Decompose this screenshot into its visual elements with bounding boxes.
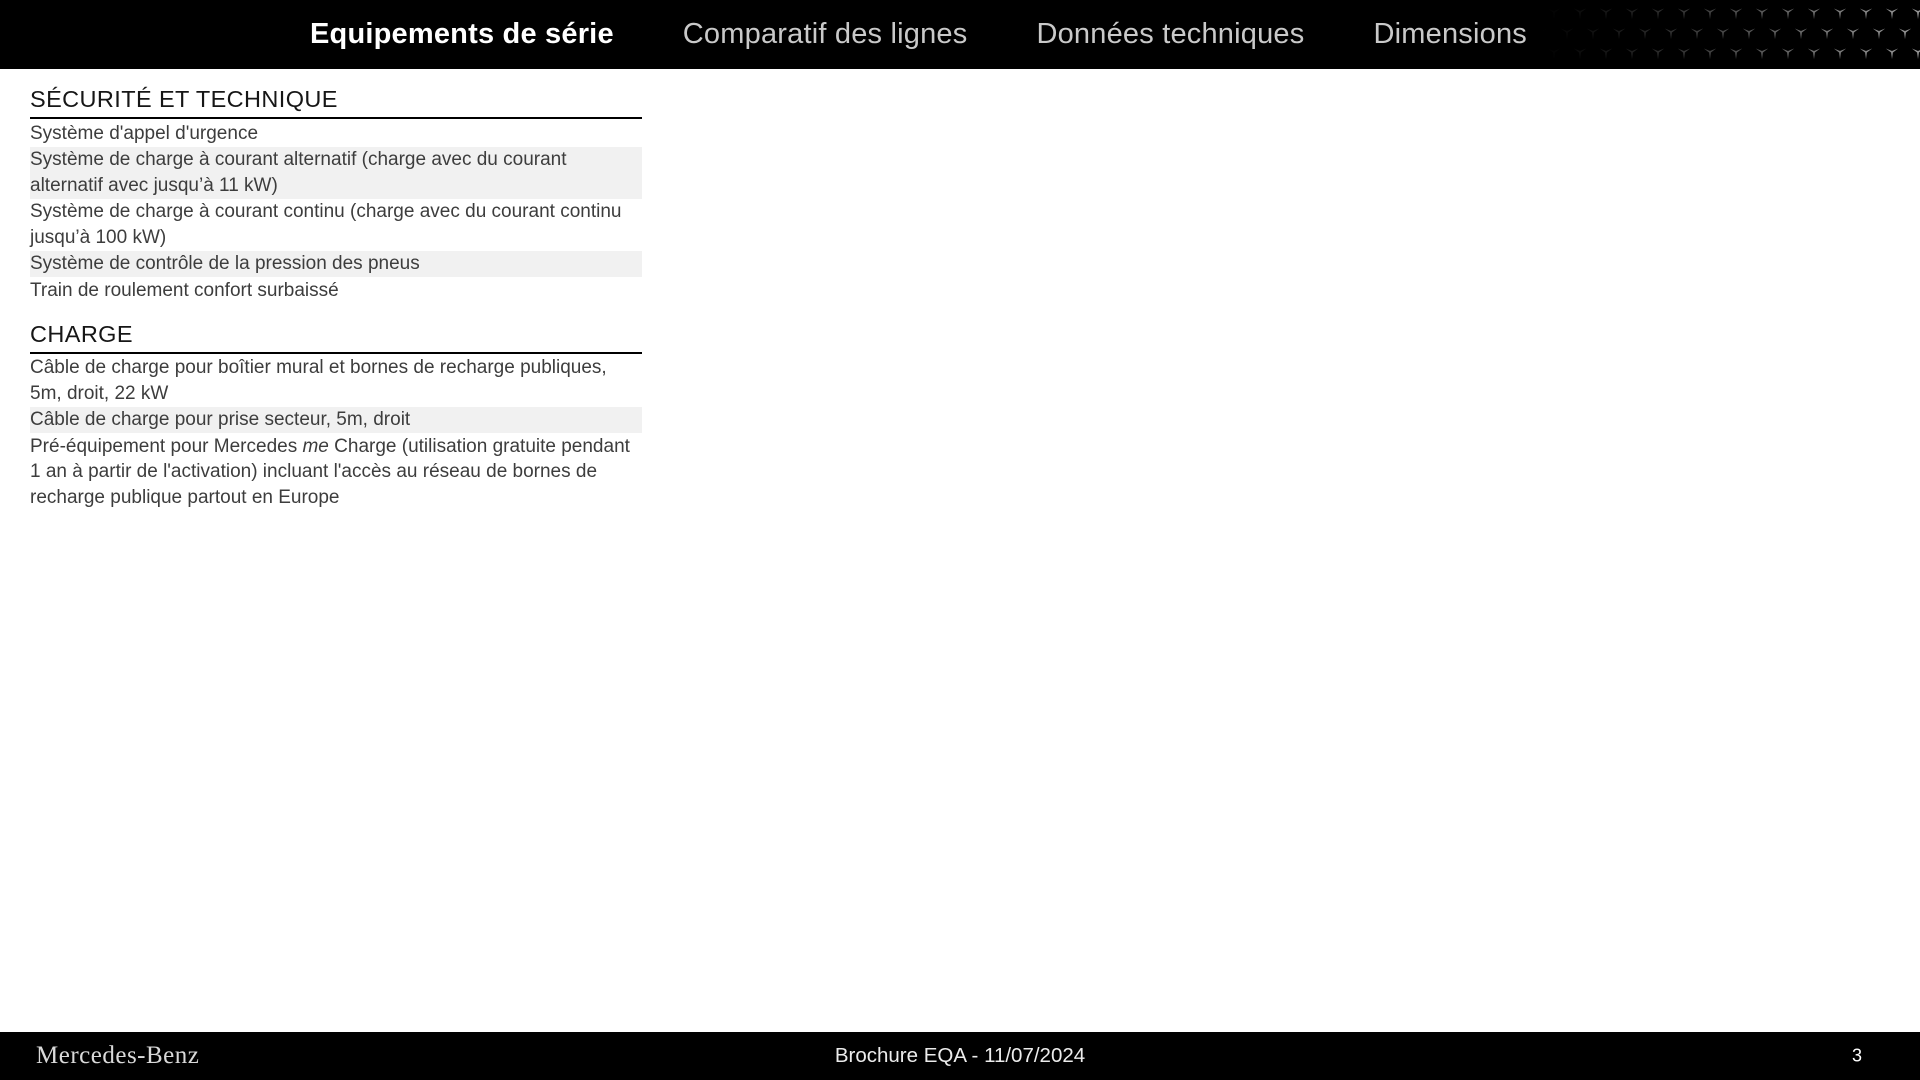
list-item: Système de contrôle de la pression des pneus — [30, 251, 642, 278]
section-charge — [30, 321, 642, 511]
footer-document-title: Brochure EQA - 11/07/2024 — [834, 1044, 1086, 1067]
page-number: 3 — [1851, 1045, 1862, 1066]
list-item: Câble de charge pour prise secteur, 5m, droit — [30, 407, 642, 434]
section-title: SÉCURITÉ ET TECHNIQUE — [30, 86, 642, 119]
section-s-curit-et-technique — [30, 86, 642, 304]
list-item-text: me — [302, 435, 329, 457]
nav-tab-equipements-de-s-rie[interactable]: Equipements de série — [308, 14, 616, 55]
section-rows — [30, 355, 642, 511]
list-item: Système d'appel d'urgence — [30, 122, 259, 144]
section-rows — [30, 120, 642, 304]
nav-tab-donn-es-techniques[interactable]: Données techniques — [1034, 14, 1306, 55]
mercedes-star-pattern — [1542, 0, 1920, 69]
nav-tab-dimensions[interactable]: Dimensions — [1371, 14, 1529, 55]
list-item: Système de charge à courant continu (charge avec du courant continu jusqu’à 100 kW) — [30, 201, 622, 248]
list-item-text: Pré-équipement pour Mercedes — [30, 435, 303, 457]
list-item — [30, 433, 642, 511]
list-item: Train de roulement confort surbaissé — [30, 279, 339, 301]
section-title: CHARGE — [30, 321, 642, 354]
nav-tabs — [308, 0, 1529, 69]
list-item: Câble de charge pour boîtier mural et bornes de recharge publiques, 5m, droit, 22 kW — [30, 357, 607, 404]
nav-tab-comparatif-des-lignes[interactable]: Comparatif des lignes — [681, 14, 970, 55]
footer-bar — [0, 1032, 1920, 1080]
list-item: Système de charge à courant alternatif (charge avec du courant alternatif avec jusqu’à 11 kW) — [30, 147, 642, 199]
top-nav-bar — [0, 0, 1920, 69]
mercedes-benz-wordmark: Mercedes-Benz — [36, 1042, 200, 1069]
star-pattern-fade — [1542, 0, 1920, 69]
equipment-list — [30, 69, 642, 511]
list-item-text: Charge (utilisation gratuite pendant 1 an à partir de l'activation) incluant l'accès au réseau de bornes de recharge publique partout en Europe — [30, 435, 630, 508]
